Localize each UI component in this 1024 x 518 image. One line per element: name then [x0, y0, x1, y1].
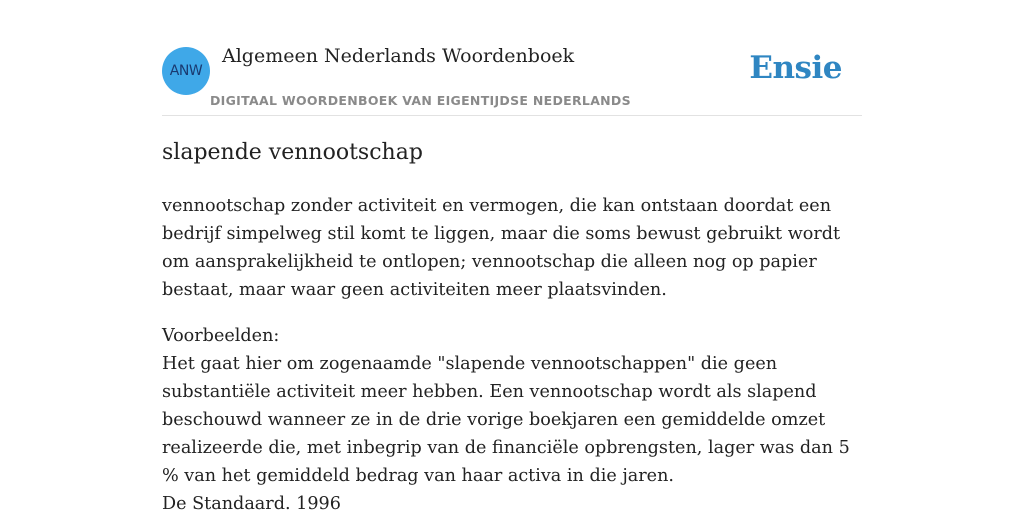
example-source: De Standaard. 1996 [162, 494, 341, 514]
examples-section [162, 322, 862, 518]
example-text: Het gaat hier om zogenaamde "slapende vennootschappen" die geen substantiële activiteit meer hebben. Een vennootschap wordt als slapend beschouwd wanneer ze in de drie vorige boekjaren een gemiddelde omzet realizeerde die, met inbegrip van de financiële opbrengsten, lager was dan 5 % van het gemiddeld bedrag van haar activa in die jaren. [162, 354, 850, 486]
site-header [162, 0, 862, 116]
logo-text: ANW [169, 63, 203, 79]
ensie-brand-logo[interactable]: Ensie [749, 50, 842, 86]
entry-definition: vennootschap zonder activiteit en vermogen, die kan ontstaan doordat een bedrijf simpelweg stil komt te liggen, maar die soms bewust gebruikt wordt om aansprakelijkheid te ontlopen; vennootschap die alleen nog op papier bestaat, maar waar geen activiteiten meer plaatsvinden. [162, 196, 841, 300]
examples-label: Voorbeelden: [162, 326, 280, 346]
dictionary-title[interactable]: Algemeen Nederlands Woordenboek [222, 45, 575, 67]
dictionary-page [162, 0, 862, 512]
entry-term: slapende vennootschap [162, 140, 423, 165]
dictionary-subtitle: DIGITAAL WOORDENBOEK VAN EIGENTIJDSE NEDERLANDS [210, 93, 631, 108]
anw-logo-icon[interactable] [162, 47, 210, 95]
